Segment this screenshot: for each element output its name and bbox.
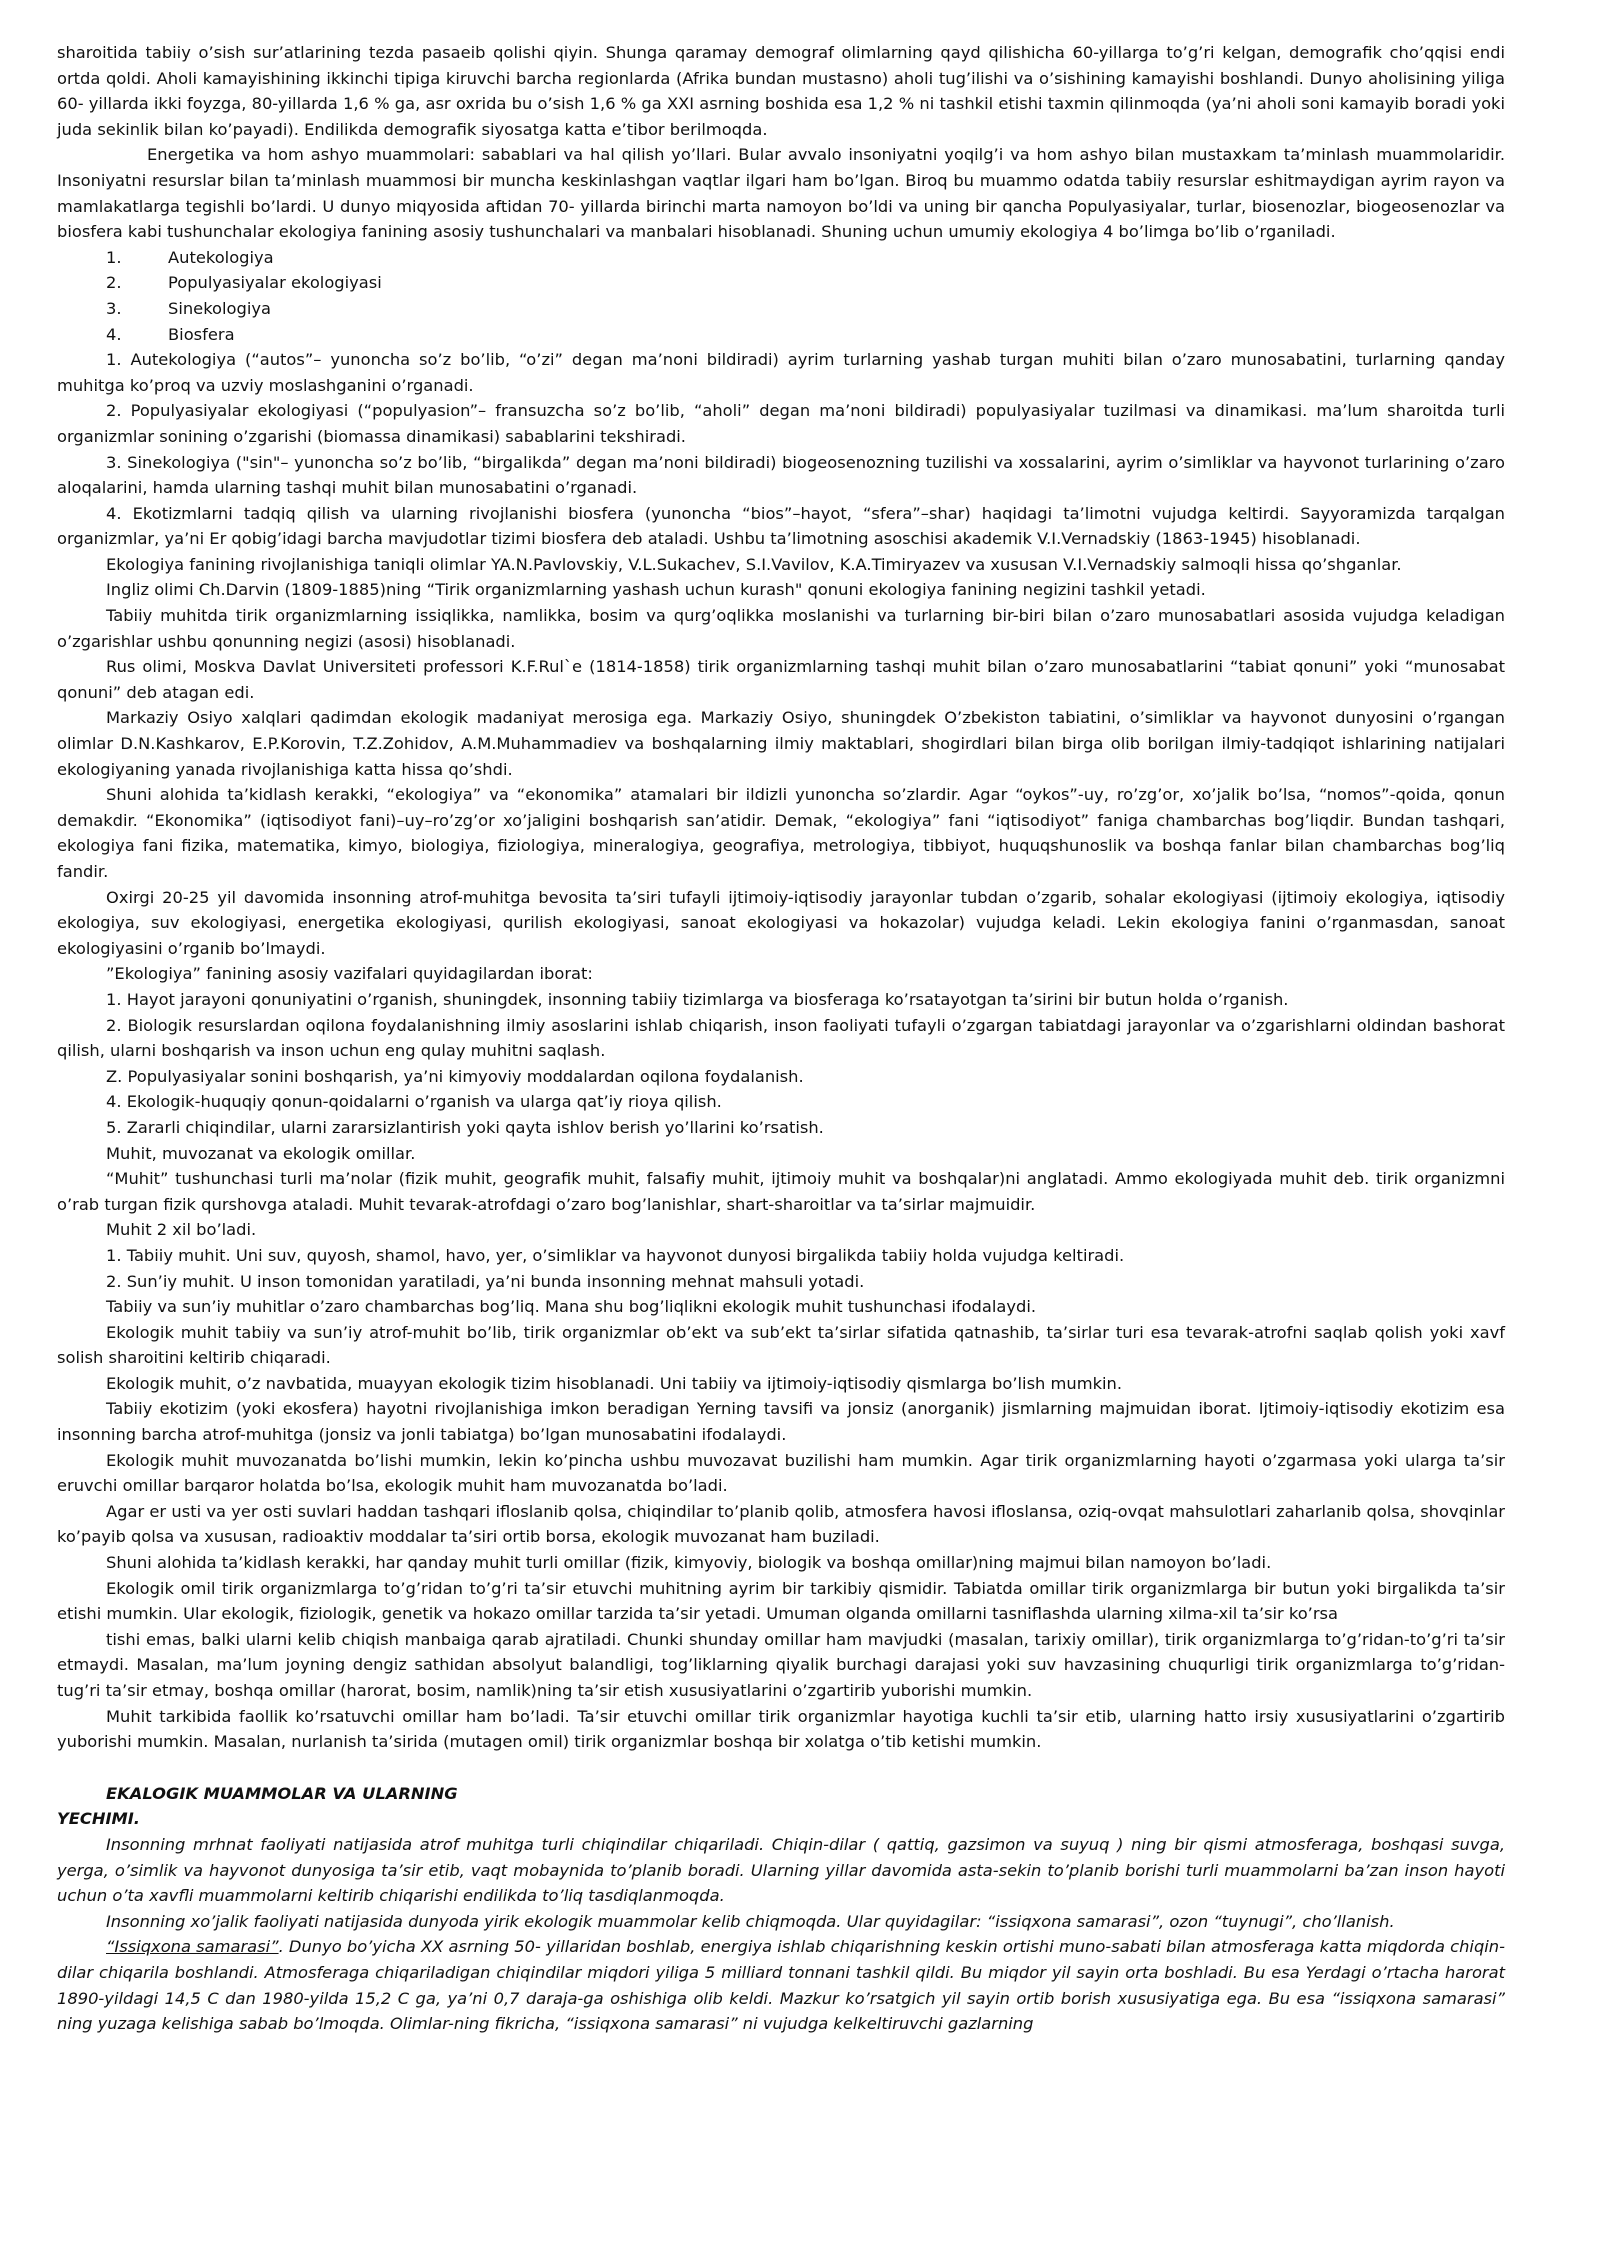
paragraph: sharoitida tabiiy o’sish sur’atlarining tezda pasaeib qolishi qiyin. Shunga qaramay demograf olimlarning qayd qilishicha 60-yillarga to’g’ri kelgan, demografik cho’qqisi endi ortda qoldi. Aholi kamayishining ikkinchi tipiga kiruvchi barcha regionlarda (Afrika bundan mustasno) aholi tug’ilishi va o’sishining kamayishi boshlandi. Dunyo aholisining yiliga 60- yillarda ikki foyzga, 80-yillarda 1,6 % ga, asr oxrida bu o’sish 1,6 % ga XXI asrning boshida esa 1,2 % ni tashkil etishi taxmin qilinmoqda (ya’ni aholi soni kamayib boradi yoki juda sekinlik bilan ko’payadi). Endilikda demografik siyosatga katta e’tibor berilmoqda. — [57, 43, 1505, 139]
paragraph: Ekologik omil tirik organizmlarga to’g’ridan to’g’ri ta’sir etuvchi muhitning ayrim bir tarkibiy qismidir. Tabiatda omillar tirik organizmlarga bir butun yoki birgalikda ta’sir etishi mumkin. Ular ekologik, fiziologik, genetik va hokazo omillar tarzida ta’sir yetadi. Umuman olganda omillarni tasniflashda ularning xilma-xil ta’sir ko’rsa — [57, 1578, 1505, 1624]
paragraph: 5. Zararli chiqindilar, ularni zararsizlantirish yoki qayta ishlov berish yo’llarini ko’rsatish. — [106, 1117, 824, 1137]
paragraph: Muhit tarkibida faollik ko’rsatuvchi omillar ham bo’ladi. Ta’sir etuvchi omillar tirik organizmlar hayotiga kuchli ta’sir etib, ularning hatto irsiy xususiyatlarini o’zgartirib yuborishi mumkin. Masalan, nurlanish ta’sirida (mutagen omil) tirik organizmlar boshqa bir xolatga o’tib ketishi mumkin. — [57, 1706, 1505, 1752]
paragraph: Ingliz olimi Ch.Darvin (1809-1885)ning “Tirik organizmlarning yashash uchun kurash" qonuni ekologiya fanining negizini tashkil yetadi. — [106, 580, 1206, 600]
paragraph: Agar er usti va yer osti suvlari haddan tashqari ifloslanib qolsa, chiqindilar to’planib qolib, atmosfera havosi ifloslansa, oziq-ovqat mahsulotlari zaharlanib qolsa, shovqinlar ko’payib qolsa va xususan, radioaktiv moddalar ta’siri ortib borsa, ekologik muvozanat ham buziladi. — [57, 1501, 1505, 1547]
paragraph: Muhit, muvozanat va ekologik omillar. — [106, 1143, 416, 1163]
list-item-label: Populyasiyalar ekologiyasi — [168, 273, 382, 293]
paragraph: Tabiiy muhitda tirik organizmlarning issiqlikka, namlikka, bosim va qurg’oqlikka moslanishi va turlarning bir-biri bilan o’zaro munosabatlari asosida vujudga keladigan o’zgarishlar ushbu qonunning negizi (asosi) hisoblanadi. — [57, 606, 1505, 651]
list-item-number: 1. — [106, 247, 122, 267]
paragraph-text: . Dunyo bo’yicha XX asrning 50- yillaridan boshlab, energiya ishlab chiqarishning keskin ortishi muno-sabati bilan atmosferaga katta miqdorda chiqin-dilar chiqarila boshlandi. Atmosferaga chiqariladigan chiqindilar miqdori yiliga 5 milliard tonnani tashkil qildi. Bu miqdor yil sayin orta boshladi. Bu esa Yerdagi o’rtacha harorat 1890-yildagi 14,5 C dan 1980-yilda 15,2 C ga, ya’ni 0,7 daraja-ga oshishiga olib keldi. Mazkur ko’rsatgich yil sayin ortib borish xususiyatiga ega. Bu esa “issiqxona samarasi” ning yuzaga kelishiga sabab bo’lmoqda. Olimlar-ning fikricha, “issiqxona samarasi” ni vujudga kelkeltiruvchi gazlarning — [57, 1937, 1505, 2034]
paragraph: 1. Tabiiy muhit. Uni suv, quyosh, shamol, havo, yer, o’simliklar va hayvonot dunyosi birgalikda tabiiy holda vujudga keltiradi. — [106, 1245, 1125, 1265]
paragraph: 4. Ekologik-huquqiy qonun-qoidalarni o’rganish va ularga qat’iy rioya qilish. — [106, 1092, 722, 1112]
section-paragraph: Insonning mrhnat faoliyati natijasida atrof muhitga turli chiqindilar chiqariladi. Chiqin-dilar ( qattiq, gazsimon va suyuq ) ning bir qismi atmosferaga, boshqasi suvga, yerga, o’simlik va hayvonot dunyosiga ta’sir etib, vaqt mobaynida to’planib boradi. Ularning yillar davomida asta-sekin to’planib borishi turli muammolarni ba’zan inson hayoti uchun o’ta xavfli muammolarni keltirib chiqarishi endilikda to’liq tasdiqlanmoqda. — [57, 1834, 1505, 1906]
list-item-label: Autekologiya — [168, 247, 274, 267]
list-item-label: Sinekologiya — [168, 298, 271, 318]
section-heading-continued: YECHIMI. — [57, 1809, 140, 1829]
paragraph: Tabiiy ekotizim (yoki ekosfera) hayotni rivojlanishiga imkon beradigan Yerning tavsifi va jonsiz (anorganik) jismlarning majmuidan iborat. Ijtimoiy-iqtisodiy ekotizim esa insonning barcha atrof-muhitga (jonsiz va jonli tabiatga) bo’lgan munosabatini ifodalaydi. — [57, 1399, 1505, 1445]
list-item-number: 3. — [106, 298, 122, 318]
section-paragraph: Insonning xo’jalik faoliyati natijasida dunyoda yirik ekologik muammolar kelib chiqmoqda. Ular quyidagilar: “issiqxona samarasi”, ozon “tuynugi”, cho’llanish. — [106, 1911, 1395, 1931]
paragraph: “Muhit” tushunchasi turli ma’nolar (fizik muhit, geografik muhit, falsafiy muhit, ijtimoiy muhit va boshqalar)ni anglatadi. Ammo ekologiyada muhit deb. tirik organizmni o’rab turgan fizik qurshovga ataladi. Muhit tevarak-atrofdagi o’zaro bog’lanishlar, shart-sharoitlar va ta’sirlar majmuidir. — [57, 1169, 1505, 1214]
paragraph: Ekologik muhit tabiiy va sun’iy atrof-muhit bo’lib, tirik organizmlar ob’ekt va sub’ekt ta’sirlar sifatida qatnashib, ta’sirlar turi esa tevarak-atrofni saqlab qolish yoki xavf solish sharoitini keltirib chiqaradi. — [57, 1322, 1505, 1368]
paragraph: Oxirgi 20-25 yil davomida insonning atrof-muhitga bevosita ta’siri tufayli ijtimoiy-iqtisodiy jarayonlar tubdan o’zgarib, sohalar ekologiyasi (ijtimoiy ekologiya, iqtisodiy ekologiya, suv ekologiyasi, energetika ekologiyasi, qurilish ekologiyasi, sanoat ekologiyasi va hokazolar) vujudga keladi. Lekin ekologiya fanini o’rganmasdan, sanoat ekologiyasini o’rganib bo’lmaydi. — [57, 887, 1505, 958]
paragraph: Ekologiya fanining rivojlanishiga taniqli olimlar YA.N.Pavlovskiy, V.L.Sukachev, S.I.Vavilov, K.A.Timiryazev va xususan V.I.Vernadskiy salmoqli hissa qo’shganlar. — [106, 554, 1402, 574]
paragraph: Markaziy Osiyo xalqlari qadimdan ekologik madaniyat merosiga ega. Markaziy Osiyo, shuningdek O’zbekiston tabiatini, o’simliklar va hayvonot dunyosini o’rgangan olimlar D.N.Kashkarov, E.P.Korovin, T.Z.Zohidov, A.M.Muhammadiev va boshqalarning ilmiy maktablari, shogirdlari bilan birga olib borilgan ilmiy-tadqiqot ishlarining natijalari ekologiyaning yanada rivojlanishiga katta hissa qo’shdi. — [57, 708, 1505, 779]
paragraph: 3. Sinekologiya ("sin"– yunoncha so’z bo’lib, “birgalikda” degan ma’noni bildiradi) biogeosenozning tuzilishi va xossalarini, ayrim o’simliklar va hayvonot turlarining o’zaro aloqalarini, hamda ularning tashqi muhit bilan munosabatini o’rganadi. — [57, 452, 1505, 498]
paragraph: Ekologik muhit, o’z navbatida, muayyan ekologik tizim hisoblanadi. Uni tabiiy va ijtimoiy-iqtisodiy qismlarga bo’lish mumkin. — [106, 1373, 1123, 1393]
list-item-number: 2. — [106, 273, 122, 293]
paragraph: Energetika va hom ashyo muammolari: sabablari va hal qilish yo’llari. Bular avvalo insoniyatni yoqilg’i va hom ashyo bilan mustaxkam ta’minlash muammolaridir. Insoniyatni resurslar bilan ta’minlash muammosi bir muncha keskinlashgan vaqtlar ilgari ham bo’lgan. Biroq bu muammo odatda tabiiy resurslar eshitmaydigan ayrim rayon va mamlakatlarga tegishli bo’lardi. U dunyo miqyosida aftidan 70- yillarda birinchi marta namoyon bo’ldi va uning bir qancha Populyasiyalar, turlar, biosenozlar, biogeosenozlar va biosfera kabi tushunchalar ekologiya fanining asosiy tushunchalari va manbalari hisoblanadi. Shuning uchun umumiy ekologiya 4 bo’limga bo’lib o’rganiladi. — [57, 145, 1505, 242]
paragraph: 2. Biologik resurslardan oqilona foydalanishning ilmiy asoslarini ishlab chiqarish, inson faoliyati tufayli o’zgargan tabiatdagi jarayonlar va o’zgarishlarni oldindan bashorat qilish, ularni boshqarish va inson uchun eng qulay muhitni saqlash. — [57, 1015, 1505, 1061]
paragraph: 2. Sun’iy muhit. U inson tomonidan yaratiladi, ya’ni bunda insonning mehnat mahsuli yotadi. — [106, 1271, 865, 1291]
list-item-label: Biosfera — [168, 324, 235, 344]
paragraph: ”Ekologiya” fanining asosiy vazifalari quyidagilardan iborat: — [106, 964, 593, 984]
paragraph: Z. Populyasiyalar sonini boshqarish, ya’ni kimyoviy moddalardan oqilona foydalanish. — [106, 1066, 804, 1086]
list-item — [57, 296, 1505, 322]
paragraph: Tabiiy va sun’iy muhitlar o’zaro chambarchas bog’liq. Mana shu bog’liqlikni ekologik muhit tushunchasi ifodalaydi. — [106, 1297, 1037, 1317]
paragraph: Shuni alohida ta’kidlash kerakki, har qanday muhit turli omillar (fizik, kimyoviy, biologik va boshqa omillar)ning majmui bilan namoyon bo’ladi. — [106, 1553, 1272, 1573]
underlined-term: “Issiqxona samarasi” — [106, 1937, 279, 1957]
paragraph: 4. Ekotizmlarni tadqiq qilish va ularning rivojlanishi biosfera (yunoncha “bios”–hayot, “sfera”–shar) haqidagi ta’limotni vujudga keltirdi. Sayyoramizda tarqalgan organizmlar, ya’ni Er qobig’idagi barcha mavjudotlar tizimi biosfera deb ataladi. Ushbu ta’limotning asoschisi akademik V.I.Vernadskiy (1863-1945) hisoblanadi. — [57, 503, 1505, 549]
list-item — [57, 322, 1505, 348]
paragraph: Ekologik muhit muvozanatda bo’lishi mumkin, lekin ko’pincha ushbu muvozavat buzilishi ham mumkin. Agar tirik organizmlarning hayoti o’zgarmasa yoki ularga ta’sir eruvchi omillar barqaror holatda bo’lsa, ekologik muhit ham muvozanatda bo’ladi. — [57, 1450, 1505, 1496]
list-item — [57, 245, 1505, 271]
section-heading: EKALOGIK MUAMMOLAR VA ULARNING — [106, 1783, 458, 1803]
paragraph: tishi emas, balki ularni kelib chiqish manbaiga qarab ajratiladi. Chunki shunday omillar ham mavjudki (masalan, tarixiy omillar), tirik organizmlarga to’g’ridan-to’g’ri ta’sir etmaydi. Masalan, ma’lum joyning dengiz sathidan absolyut balandligi, tog’liklarning qiyalik burchagi darajasi yoki suv havzasining chuqurligi tirik organizmlarga to’g’ridan-tug’ri ta’sir etmay, boshqa omillar (harorat, bosim, namlik)ning ta’sir etish xususiyatlarini o’zgartirib yuborishi mumkin. — [57, 1629, 1505, 1700]
list-item-number: 4. — [106, 324, 122, 344]
list-item — [57, 270, 1505, 296]
paragraph: Muhit 2 xil bo’ladi. — [106, 1220, 257, 1240]
section-paragraph — [57, 1934, 1505, 2036]
paragraph: Shuni alohida ta’kidlash kerakki, “ekologiya” va “ekonomika” atamalari bir ildizli yunoncha so’zlardir. Agar “oykos”-uy, ro’zg’or, xo’jalik bo’lsa, “nomos”-qoida, qonun demakdir. “Ekonomika” (iqtisodiyot fani)–uy–ro’zg’or xo’jaligini boshqarish san’atidir. Demak, “ekologiya” fani “iqtisodiyot” faniga chambarchas bog’liqdir. Bundan tashqari, ekologiya fani fizika, matematika, kimyo, biologiya, fiziologiya, mineralogiya, geografiya, metrologiya, tibbiyot, huquqshunoslik va boshqa fanlar bilan chambarchas bog’liq fandir. — [57, 785, 1505, 881]
paragraph: 2. Populyasiyalar ekologiyasi (“populyasion”– fransuzcha so’z bo’lib, “aholi” degan ma’noni bildiradi) populyasiyalar tuzilmasi va dinamikasi. ma’lum sharoitda turli organizmlar sonining o’zgarishi (biomassa dinamikasi) sabablarini tekshiradi. — [57, 401, 1505, 446]
paragraph: 1. Autekologiya (“autos”– yunoncha so’z bo’lib, “o’zi” degan ma’noni bildiradi) ayrim turlarning yashab turgan muhiti bilan o’zaro munosabatini, turlarning qanday muhitga ko’proq va uzviy moslashganini o’rganadi. — [57, 350, 1505, 395]
paragraph: Rus olimi, Moskva Davlat Universiteti professori K.F.Rul`e (1814-1858) tirik organizmlarning tashqi muhit bilan o’zaro munosabatlarini “tabiat qonuni” yoki “munosabat qonuni” deb atagan edi. — [57, 657, 1505, 702]
paragraph: 1. Hayot jarayoni qonuniyatini o’rganish, shuningdek, insonning tabiiy tizimlarga va biosferaga ko’rsatayotgan ta’sirini bir butun holda o’rganish. — [106, 989, 1289, 1009]
